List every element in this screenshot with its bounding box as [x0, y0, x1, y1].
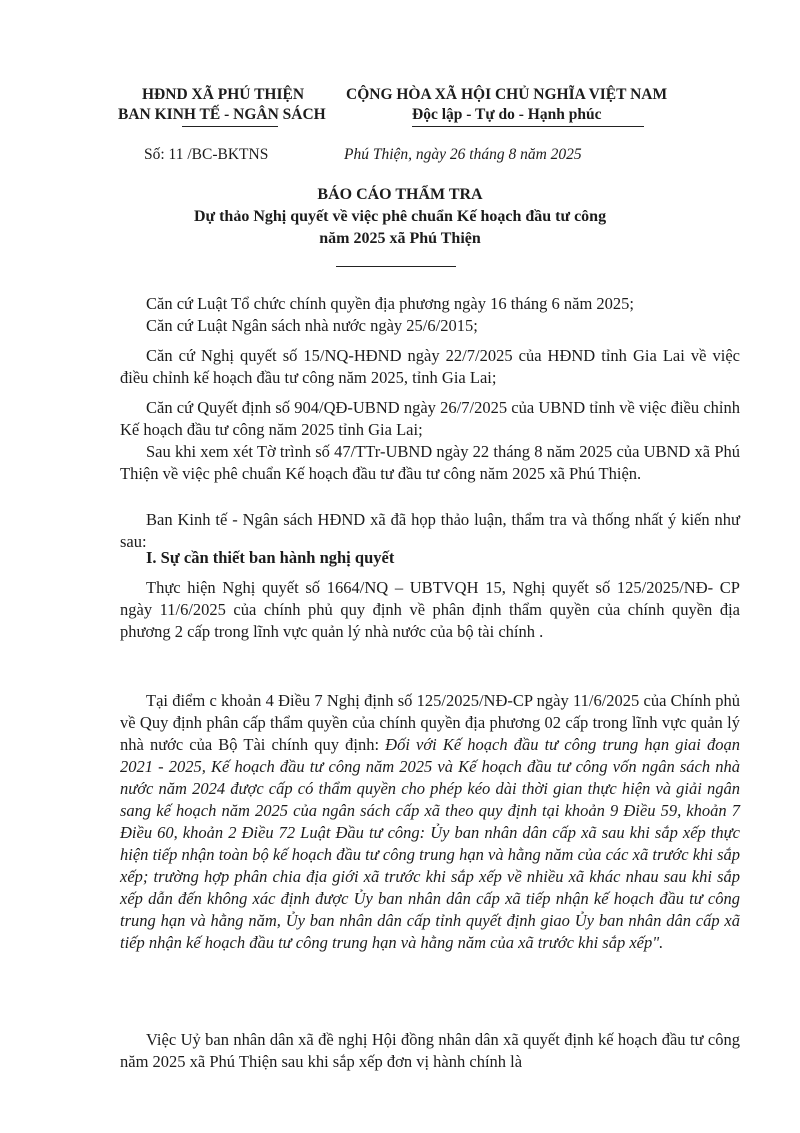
section-heading-1: I. Sự cần thiết ban hành nghị quyết	[146, 548, 395, 567]
issuer-department: BAN KINH TẾ - NGÂN SÁCH	[118, 106, 326, 123]
report-title: BÁO CÁO THẨM TRA	[317, 186, 483, 203]
paragraph-implementation: Thực hiện Nghị quyết số 1664/NQ – UBTVQH 15, Nghị quyết số 125/2025/NĐ- CP ngày 11/6/2025 của chính phủ quy định về phân định thẩm quyền của chính quyền địa phương 2 cấp trong lĩnh vực quản lý nhà nước của bộ tài chính .	[120, 578, 740, 641]
motto-underline	[412, 126, 644, 127]
national-title: CỘNG HÒA XÃ HỘI CHỦ NGHĨA VIỆT NAM	[346, 86, 668, 103]
document-number: Số: 11 /BC-BKTNS	[144, 146, 269, 163]
paragraph-regulation: Tại điểm c khoản 4 Điều 7 Nghị định số 125/2025/NĐ-CP ngày 11/6/2025 của Chính phủ về Quy định phân cấp thẩm quyền của chính quyền địa phương 02 cấp trong lĩnh vực quản lý nhà nước của Bộ Tài chính quy định: Đối với Kế hoạch đầu tư công trung hạn giai đoạn 2021 - 2025, Kế hoạch đầu tư công năm 2025 và Kế hoạch đầu tư công vốn ngân sách nhà nước năm 2024 được cấp có thẩm quyền cho phép kéo dài thời gian thực hiện và giải ngân sang kế hoạch năm 2025 của ngân sách cấp xã theo quy định tại khoản 9 Điều 59, khoản 7 Điều 60, khoản 2 Điều 72 Luật Đầu tư công: Ủy ban nhân dân cấp xã sau khi sắp xếp thực hiện tiếp nhận toàn bộ kế hoạch đầu tư công trung hạn và hằng năm của các xã trước khi sắp xếp; trường hợp phân chia địa giới xã trước khi sắp xếp về nhiều xã khác nhau sau khi sắp xếp dẫn đến không xác định được Ủy ban nhân dân cấp xã tiếp nhận kế hoạch đầu tư công trung hạn và hằng năm, Ủy ban nhân dân cấp tỉnh quyết định giao Ủy ban nhân dân cấp xã tiếp nhận kế hoạch đầu tư công trung hạn và hằng năm của xã trước khi sắp xếp".	[120, 691, 740, 952]
title-divider	[336, 266, 456, 267]
report-subject-line2: năm 2025 xã Phú Thiện	[319, 230, 481, 247]
issuer-underline	[182, 126, 278, 127]
paragraph-proposal: Việc Uỷ ban nhân dân xã đề nghị Hội đồng nhân dân xã quyết định kế hoạch đầu tư công năm 2025 xã Phú Thiện sau khi sắp xếp đơn vị hành chính là	[120, 1030, 740, 1071]
legal-basis-4: Căn cứ Quyết định số 904/QĐ-UBND ngày 26/7/2025 của UBND tỉnh về việc điều chỉnh Kế hoạch đầu tư công năm 2025 tỉnh Gia Lai;	[120, 398, 740, 439]
issuer-name: HĐND XÃ PHÚ THIỆN	[142, 86, 305, 103]
legal-basis-1: Căn cứ Luật Tổ chức chính quyền địa phương ngày 16 tháng 6 năm 2025;	[146, 294, 634, 313]
legal-basis-2: Căn cứ Luật Ngân sách nhà nước ngày 25/6/2015;	[146, 316, 478, 335]
place-and-date: Phú Thiện, ngày 26 tháng 8 năm 2025	[344, 146, 582, 163]
report-subject: Dự thảo Nghị quyết về việc phê chuẩn Kế hoạch đầu tư công	[193, 208, 607, 225]
legal-basis-3: Căn cứ Nghị quyết số 15/NQ-HĐND ngày 22/7/2025 của HĐND tỉnh Gia Lai về việc điều chỉnh kế hoạch đầu tư công năm 2025, tỉnh Gia Lai;	[120, 346, 740, 387]
committee-statement: Ban Kinh tế - Ngân sách HĐND xã đã họp thảo luận, thẩm tra và thống nhất ý kiến như sau:	[120, 510, 740, 551]
national-motto: Độc lập - Tự do - Hạnh phúc	[412, 106, 602, 123]
regulation-quote: Đối với Kế hoạch đầu tư công trung hạn giai đoạn 2021 - 2025, Kế hoạch đầu tư công năm 2025 và Kế hoạch đầu tư công vốn ngân sách nhà nước năm 2024 được cấp có thẩm quyền cho phép kéo dài thời gian thực hiện và giải ngân sang kế hoạch năm 2025 của ngân sách cấp xã theo quy định tại khoản 9 Điều 59, khoản 7 Điều 60, khoản 2 Điều 72 Luật Đầu tư công: Ủy ban nhân dân cấp xã sau khi sắp xếp thực hiện tiếp nhận toàn bộ kế hoạch đầu tư công trung hạn và hằng năm của các xã trước khi sắp xếp; trường hợp phân chia địa giới xã trước khi sắp xếp về nhiều xã khác nhau sau khi sắp xếp dẫn đến không xác định được Ủy ban nhân dân cấp xã tiếp nhận kế hoạch đầu tư công trung hạn và hằng năm, Ủy ban nhân dân cấp tỉnh quyết định giao Ủy ban nhân dân cấp xã tiếp nhận kế hoạch đầu tư công trung hạn và hằng năm của xã trước khi sắp xếp".	[120, 735, 740, 952]
review-basis: Sau khi xem xét Tờ trình số 47/TTr-UBND ngày 22 tháng 8 năm 2025 của UBND xã Phú Thiện về việc phê chuẩn Kế hoạch đầu tư đầu tư công năm 2025 xã Phú Thiện.	[120, 442, 740, 483]
